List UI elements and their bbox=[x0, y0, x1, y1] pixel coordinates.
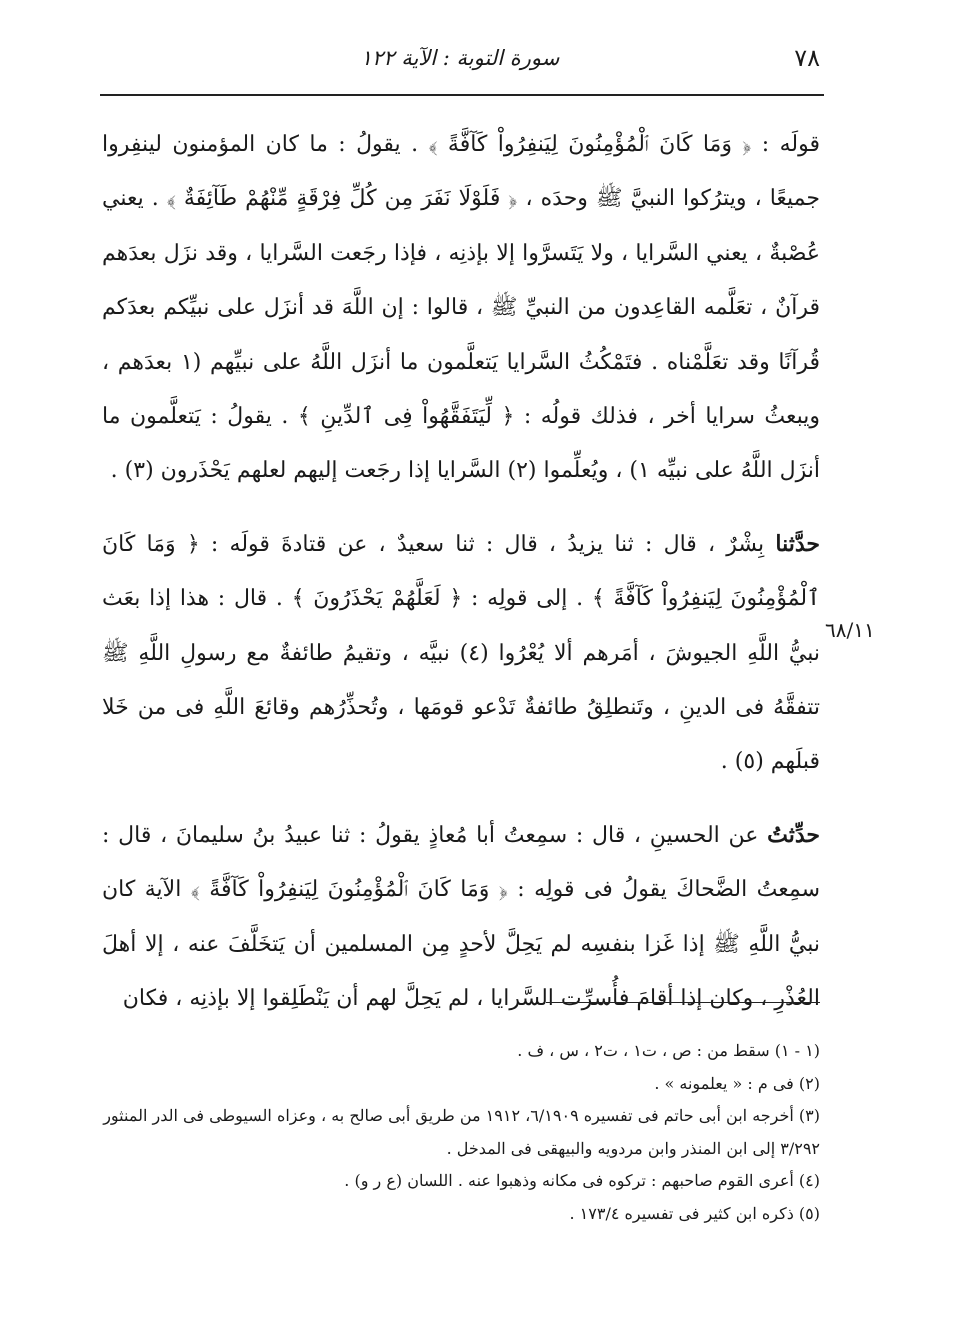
footnote-2: (٢) فى م : « يعلمونه » . bbox=[654, 1073, 820, 1093]
footnotes bbox=[102, 1035, 820, 1230]
footnote-4: (٤) أعرى القوم صاحبهم : تركوه فى مكانه وذهبوا عنه . اللسان (ع ر و) . bbox=[344, 1171, 820, 1190]
page-header bbox=[100, 44, 820, 84]
page-number: ٧٨ bbox=[794, 44, 820, 72]
paragraph-2-lead: حدَّثنا bbox=[775, 530, 821, 557]
main-text bbox=[102, 118, 820, 1027]
paragraph-2-text: بِشْرٌ ، قال : ثنا يزيدُ ، قال : ثنا سعيدٌ ، عن قتادةَ قولَه : ﴿ وَمَا كَانَ ٱلْمُؤْمِنُونَ لِيَنفِرُواْ كَآفَّةً ﴾ . إلى قولِه : ﴿ لَعَلَّهُمْ يَحْذَرُونَ ﴾ . قال : هذا إذا بعَث نبيُّ اللَّهِ الجيوشَ ، أمَرهم ألا يُعْرُوا (٤) نبيَّه ، وتقيمُ طائفةٌ مع رسولِ اللَّهِ ﷺ تتفقَّهُ فى الدينِ ، وتَنطلِقُ طائفةٌ تَدْعو قومَها ، وتُحذِّرُهم وقائعَ اللَّهِ فى من خَلا قبلَهم (٥) . bbox=[102, 531, 820, 775]
header-divider bbox=[100, 94, 824, 96]
footnote-divider bbox=[546, 1002, 820, 1003]
paragraph-2 bbox=[102, 517, 820, 790]
footnote-3: (٣) أخرجه ابن أبى حاتم فى تفسيره ٦/١٩٠٩، ١٩١٢ من طريق أبى صالح به ، وعزاه السيوطى فى الدر المنثور ٣/٢٩٢ إلى ابن المنذر وابن مردويه والبيهقى فى المدخل . bbox=[103, 1106, 820, 1158]
margin-reference: ٦٨/١١ bbox=[825, 618, 875, 642]
footnote-1: (١ - ١) سقط من : ص ، ت١ ، ت٢ ، س ، ف . bbox=[517, 1041, 820, 1060]
paragraph-3-text: عن الحسينِ ، قال : سمِعتُ أبا مُعاذٍ يقولُ : ثنا عبيدُ بنُ سليمانَ ، قال : سمِعتُ الضَّحاكَ يقولُ فى قولِه : ﴿ وَمَا كَانَ ٱلْمُؤْمِنُونَ لِيَنفِرُواْ كَآفَّةً ﴾ الآية كان نبيُّ اللَّهِ ﷺ إذا غَزا بنفسِه لم يَحِلَّ لأحدٍ مِن المسلمين أن يَتخَلَّفَ عنه ، إلا أهلَ العُذْرِ ، وكان إذا أقامَ فأُسرِّت السَّرايا ، لم يَحِلَّ لهم أن يَنْطَلِقوا إلا بإذنِه ، فكان bbox=[102, 822, 820, 1012]
paragraph-3-lead: حدِّثتُ bbox=[767, 821, 820, 848]
paragraph-3 bbox=[102, 808, 820, 1027]
footnote-5: (٥) ذكره ابن كثير فى تفسيره ١٧٣/٤ . bbox=[569, 1203, 820, 1223]
paragraph-1 bbox=[102, 118, 820, 499]
paragraph-1-text: قولَه : ﴿ وَمَا كَانَ ٱلْمُؤْمِنُونَ لِيَنفِرُواْ كَآفَّةً ﴾ . يقولُ : ما كان المؤمنون لينفِروا جميعًا ، ويترُكوا النبيَّ ﷺ وحدَه ، ﴿ فَلَوْلَا نَفَرَ مِن كُلِّ فِرْقَةٍ مِّنْهُمْ طَآئِفَةٌ ﴾ . يعني عُصْبةٌ ، يعني السَّرايا ، ولا يَتَسرَّوا إلا بإذنِه ، فإذا رجَعت السَّرايا ، وقد نزَل بعدَهم قرآنٌ ، تعَلَّمه القاعِدون من النبيِّ ﷺ ، قالوا : إن اللَّهَ قد أنزَل على نبيِّكم بعدَكم قُرآنًا وقد تعَلَّمْناه . فتَمْكُثُ السَّرايا يَتعلَّمون ما أنزَل اللَّهُ على نبيِّهم (١ بعدَهم ، ويبعثُ سرايا أخر ، فذلك قولُه : ﴿ لِّيَتَفَقَّهُواْ فِى ٱلدِّينِ ﴾ . يقولُ : يَتعلَّمون ما أنزَل اللَّهُ على نبيِّه ١) ، ويُعلِّموا (٢) السَّرايا إذا رجَعت إليهم لعلهم يَحْذَرون (٣) . bbox=[102, 132, 820, 484]
running-title: سورة التوبة : الآية ١٢٢ bbox=[360, 46, 560, 70]
